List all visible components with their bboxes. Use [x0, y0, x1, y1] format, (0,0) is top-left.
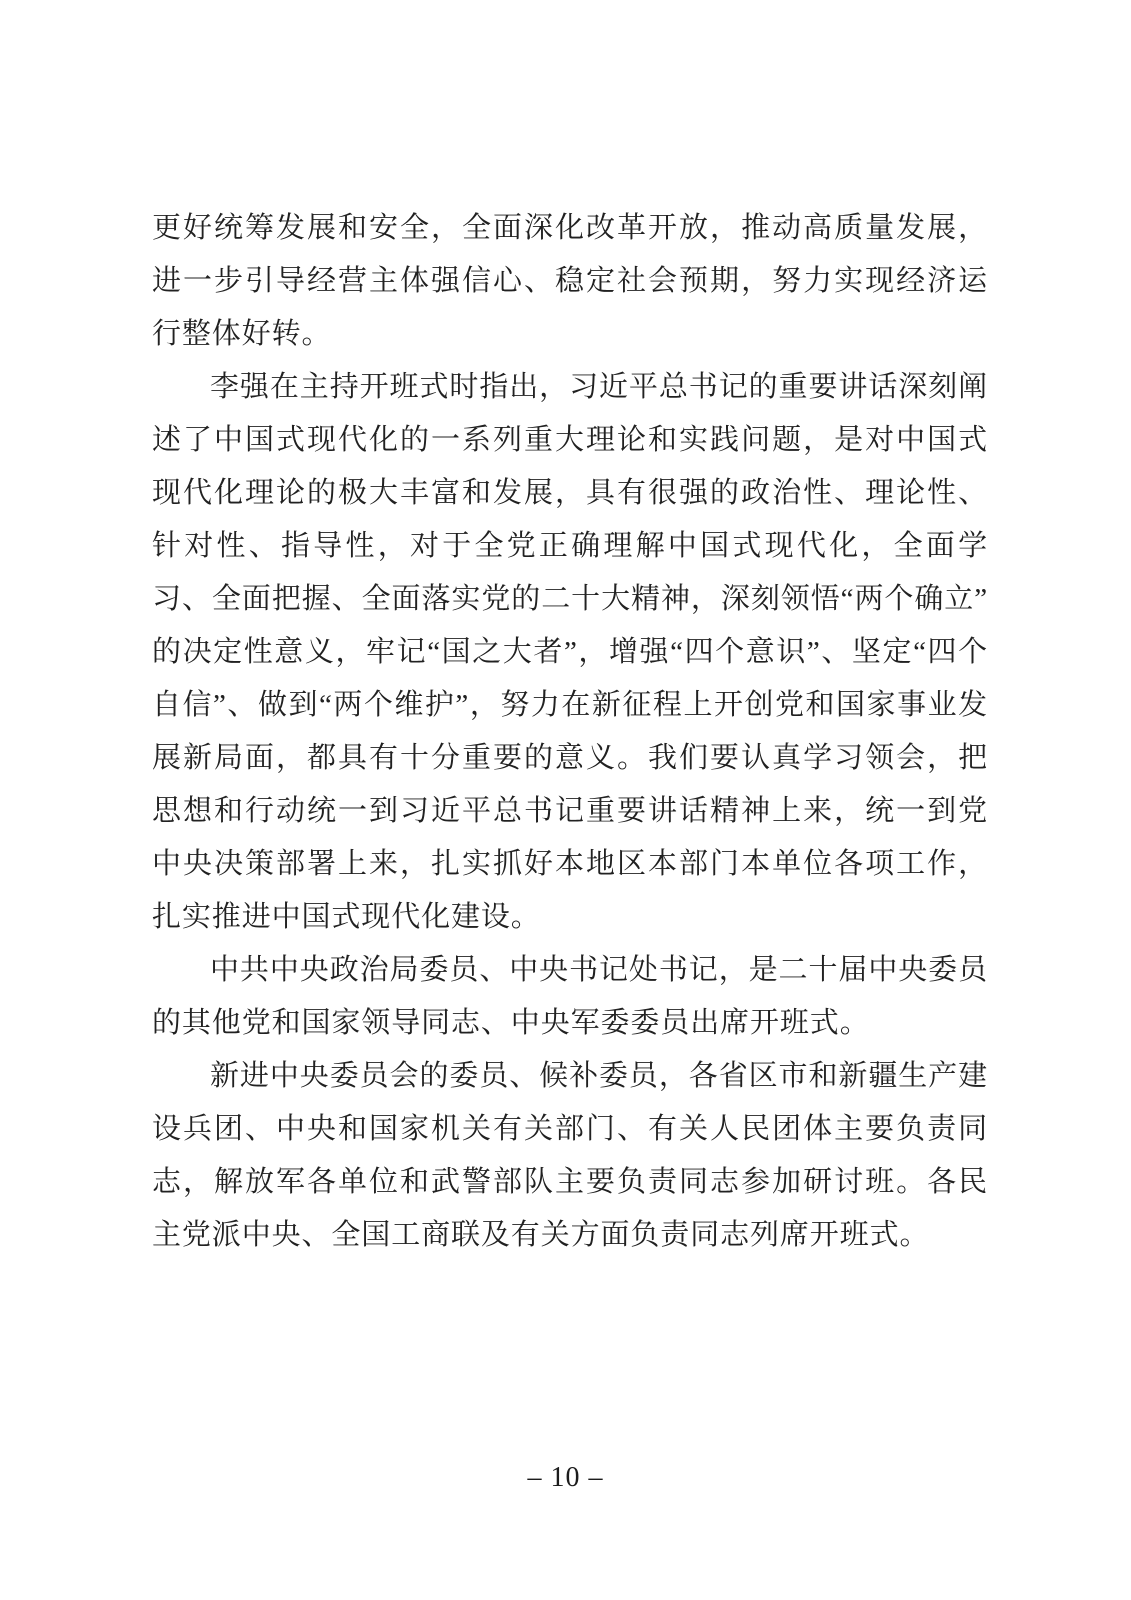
document-body: [152, 202, 988, 1262]
paragraph-continuation: 更好统筹发展和安全，全面深化改革开放，推动高质量发展，进一步引导经营主体强信心、稳定社会预期，努力实现经济运行整体好转。: [152, 212, 988, 350]
page-number: – 10 –: [527, 1462, 604, 1493]
paragraph-liqiang-remarks: 李强在主持开班式时指出，习近平总书记的重要讲话深刻阐述了中国式现代化的一系列重大理论和实践问题，是对中国式现代化理论的极大丰富和发展，具有很强的政治性、理论性、针对性、指导性，对于全党正确理解中国式现代化，全面学习、全面把握、全面落实党的二十大精神，深刻领悟“两个确立”的决定性意义，牢记“国之大者”，增强“四个意识”、坚定“四个自信”、做到“两个维护”，努力在新征程上开创党和国家事业发展新局面，都具有十分重要的意义。我们要认真学习领会，把思想和行动统一到习近平总书记重要讲话精神上来，统一到党中央决策部署上来，扎实抓好本地区本部门本单位各项工作，扎实推进中国式现代化建设。: [152, 371, 988, 933]
paragraph-participants: 新进中央委员会的委员、候补委员，各省区市和新疆生产建设兵团、中央和国家机关有关部门、有关人民团体主要负责同志，解放军各单位和武警部队主要负责同志参加研讨班。各民主党派中央、全国工商联及有关方面负责同志列席开班式。: [152, 1060, 988, 1251]
paragraph-attendees: 中共中央政治局委员、中央书记处书记，是二十届中央委员的其他党和国家领导同志、中央军委委员出席开班式。: [152, 954, 988, 1039]
page-footer: [0, 1460, 1131, 1496]
